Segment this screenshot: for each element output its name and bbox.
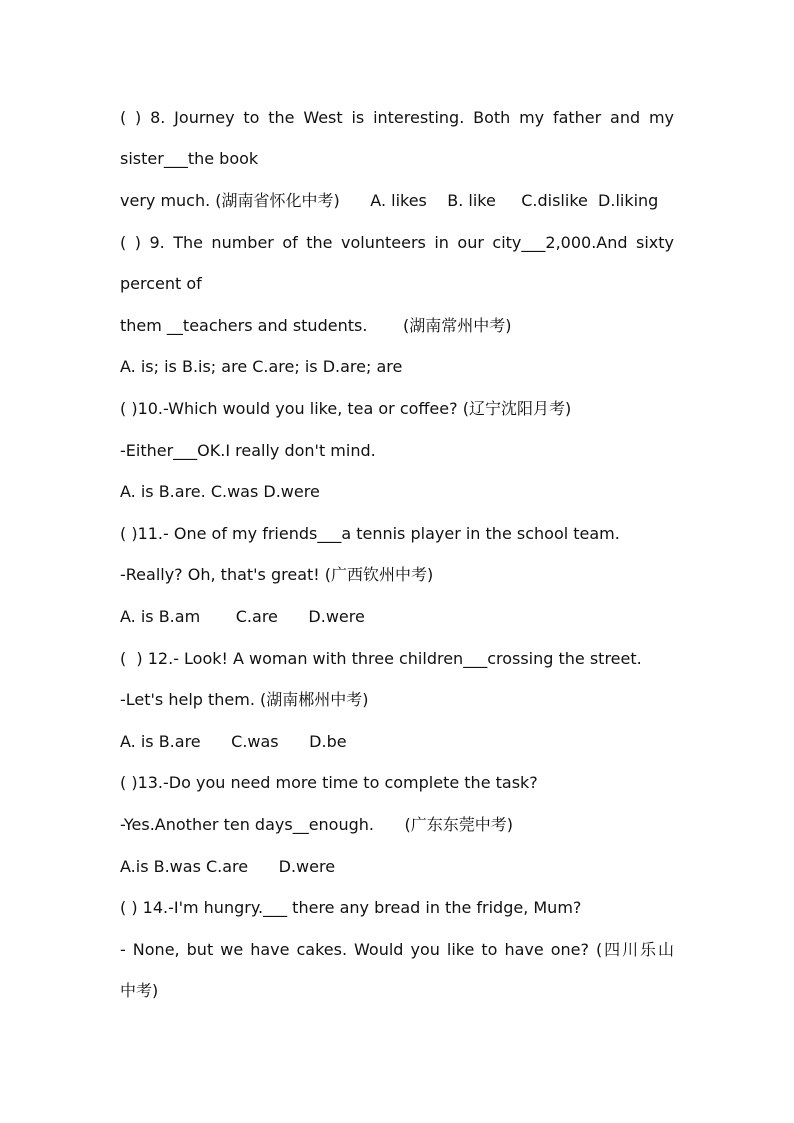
question-9-options: A. is; is B.is; are C.are; is D.are; are (120, 357, 403, 376)
question-14-reply-line-2: 中考) (120, 981, 159, 1000)
question-9-line-1: ( ) 9. The number of the volunteers in our city___2,000.And sixty (120, 233, 674, 252)
question-9-line-2: percent of (120, 274, 202, 293)
question-12-prompt: ( ) 12.- Look! A woman with three children___crossing the street. (120, 649, 642, 668)
question-11-options: A. is B.am C.are D.were (120, 607, 365, 626)
question-8-line-1: ( ) 8. Journey to the West is interesting. Both my father and my (120, 108, 674, 127)
question-14-reply-line-1: - None, but we have cakes. Would you like to have one? (四川乐山 (120, 940, 674, 959)
question-10-prompt: ( )10.-Which would you like, tea or coffee? (辽宁沈阳月考) (120, 399, 572, 418)
question-13-reply: -Yes.Another ten days__enough. (广东东莞中考) (120, 815, 513, 834)
question-12-options: A. is B.are C.was D.be (120, 732, 347, 751)
question-9-line-3: them __teachers and students. (湖南常州中考) (120, 316, 512, 335)
question-10-reply: -Either___OK.I really don't mind. (120, 441, 376, 460)
question-8-options: very much. (湖南省怀化中考) A. likes B. like C.dislike D.liking (120, 191, 659, 210)
question-13-prompt: ( )13.-Do you need more time to complete the task? (120, 773, 538, 792)
question-11-reply: -Really? Oh, that's great! (广西钦州中考) (120, 565, 434, 584)
question-11-prompt: ( )11.- One of my friends___a tennis player in the school team. (120, 524, 620, 543)
question-14-prompt: ( ) 14.-I'm hungry.___ there any bread in the fridge, Mum? (120, 898, 582, 917)
question-12-reply: -Let's help them. (湖南郴州中考) (120, 690, 369, 709)
question-8-line-2: sister___the book (120, 149, 259, 168)
question-10-options: A. is B.are. C.was D.were (120, 482, 320, 501)
question-13-options: A.is B.was C.are D.were (120, 857, 336, 876)
